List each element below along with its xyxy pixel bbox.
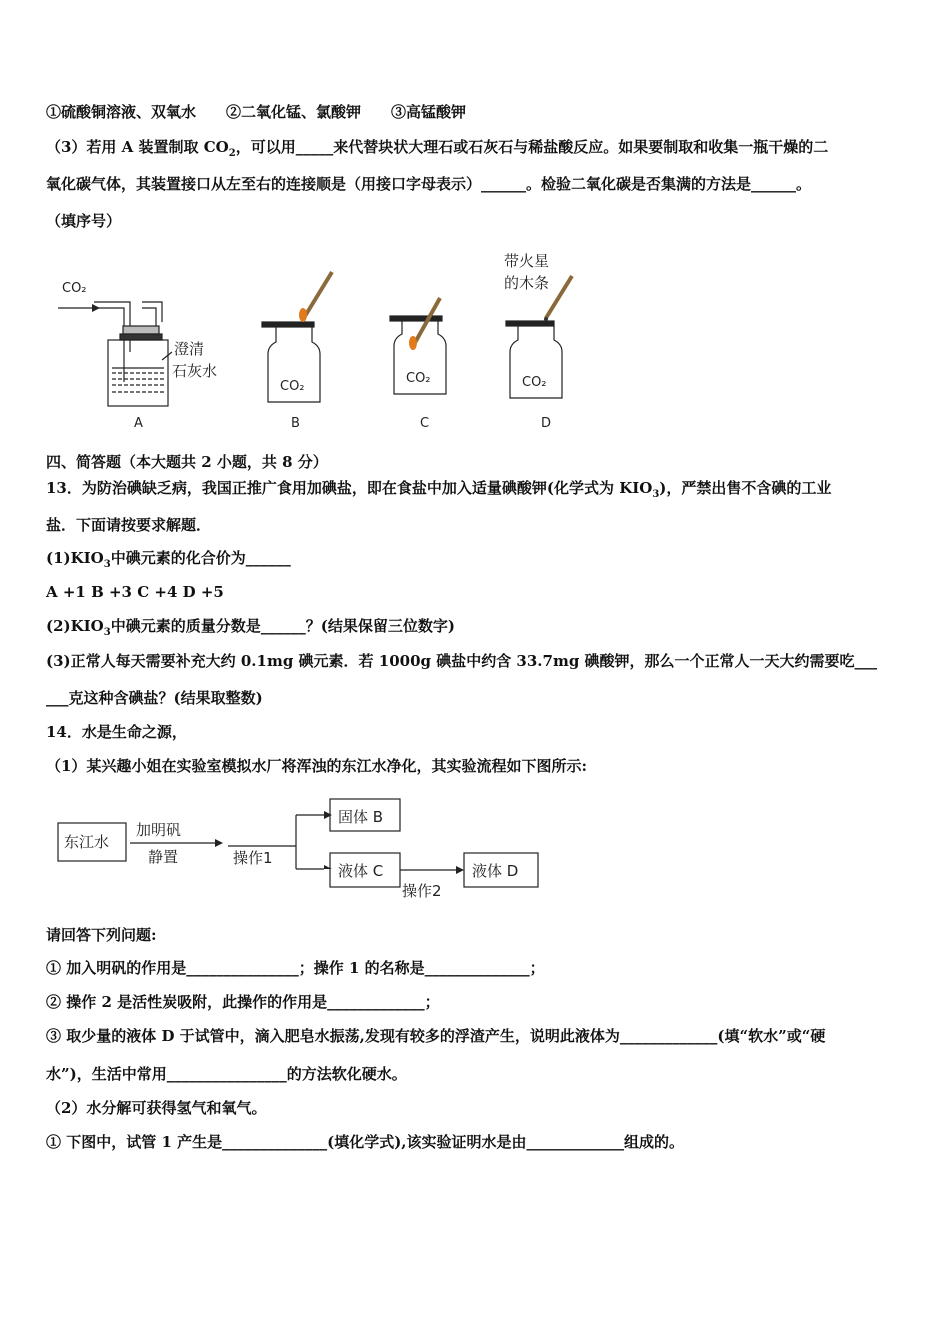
- co2-inlet-label: CO₂: [62, 281, 87, 296]
- q13-choices: A +1 B +3 C +4 D +5: [46, 583, 224, 601]
- splint-label-2: 的木条: [504, 274, 550, 292]
- bottle-d-label: CO₂: [522, 375, 547, 390]
- limewater-label-2: 石灰水: [172, 362, 218, 380]
- q13-part2-sub: 3: [103, 627, 111, 638]
- q3-sub: 2: [228, 148, 236, 159]
- q13-part2-a: (2)KIO: [46, 617, 104, 635]
- q13-part3: (3)正常人每天需要补充大约 0.1mg 碘元素．若 1000g 碘盐中约含 33.7mg 碘酸钾，那么一个正常人一天大约需要吃___: [46, 652, 878, 670]
- q14-part2: （2）水分解可获得氢气和氧气。: [46, 1099, 267, 1117]
- source-text: 东江水: [64, 833, 110, 851]
- op2-text: 操作2: [402, 882, 442, 900]
- bottle-b-label: CO₂: [280, 379, 305, 394]
- answer-prompt: 请回答下列问题:: [46, 926, 157, 944]
- q14-sub2: ② 操作 2 是活性炭吸附，此操作的作用是_____________；: [46, 993, 440, 1011]
- limewater-label-1: 澄清: [174, 340, 205, 358]
- label-b: B: [291, 416, 300, 431]
- q13-part1: [46, 548, 291, 568]
- q13-line1: [46, 478, 831, 498]
- q3-line3: （填序号）: [46, 212, 122, 230]
- liquid-c-text: 液体 C: [338, 862, 384, 880]
- q13-part3-cont: ___克这种含碘盐？(结果取整数): [46, 689, 263, 707]
- q13-line1-b: )，严禁出售不含碘的工业: [659, 479, 832, 497]
- q14-sub3: ③ 取少量的液体 D 于试管中，滴入肥皂水振荡,发现有较多的浮渣产生，说明此液体为_____________(填“软水”或“硬: [46, 1027, 826, 1045]
- q3-line1-b: ，可以用_____来代替块状大理石或石灰石与稀盐酸反应。如果要制取和收集一瓶干燥的二: [235, 138, 829, 156]
- q13-line1-a: 13．为防治碘缺乏病，我国正推广食用加碘盐，即在食盐中加入适量碘酸钾(化学式为 KIO: [46, 479, 653, 497]
- solid-b-text: 固体 B: [338, 808, 384, 826]
- q14-part2-sub1: ① 下图中，试管 1 产生是______________(填化学式),该实验证明水是由_____________组成的。: [46, 1133, 685, 1151]
- flow-figure: [50, 795, 550, 903]
- q14-sub1: ① 加入明矾的作用是_______________；操作 1 的名称是______________；: [46, 959, 545, 977]
- section-four-heading: 四、简答题（本大题共 2 小题，共 8 分）: [46, 453, 328, 471]
- label-c: C: [420, 416, 430, 431]
- q13-part1-a: (1)KIO: [46, 549, 104, 567]
- q13-part2-b: 中碘元素的质量分数是______？(结果保留三位数字): [110, 617, 455, 635]
- q13-part1-b: 中碘元素的化合价为______: [110, 549, 291, 567]
- options-line: ①硫酸铜溶液、双氧水 ②二氧化锰、氯酸钾 ③高锰酸钾: [46, 103, 467, 121]
- apparatus-a: [58, 281, 172, 406]
- bottle-c-label: CO₂: [406, 371, 431, 386]
- q13-line2: 盐．下面请按要求解题．: [46, 516, 212, 534]
- q14-sub3-cont: 水”)，生活中常用________________的方法软化硬水。: [46, 1065, 407, 1083]
- q13-part1-sub: 3: [103, 559, 111, 570]
- q14-heading: 14．水是生命之源，: [46, 723, 187, 741]
- apparatus-figure: [50, 242, 610, 437]
- step1-text-2: 静置: [148, 848, 179, 866]
- liquid-d-text: 液体 D: [472, 862, 519, 880]
- q3-line1: [46, 137, 828, 157]
- q3-line1-a: （3）若用 A 装置制取 CO: [46, 138, 229, 156]
- q3-line2: 氧化碳气体，其装置接口从左至右的连接顺是（用接口字母表示）______。检验二氧化碳是否集满的方法是______。: [46, 175, 812, 193]
- label-a: A: [134, 416, 143, 431]
- q14-part1: （1）某兴趣小姐在实验室模拟水厂将浑浊的东江水净化，其实验流程如下图所示:: [46, 757, 587, 775]
- op1-text: 操作1: [233, 849, 273, 867]
- step1-text-1: 加明矾: [136, 821, 182, 839]
- splint-label-1: 带火星: [504, 252, 550, 270]
- label-d: D: [541, 416, 552, 431]
- q13-part2: [46, 616, 455, 636]
- q13-sub: 3: [652, 489, 660, 500]
